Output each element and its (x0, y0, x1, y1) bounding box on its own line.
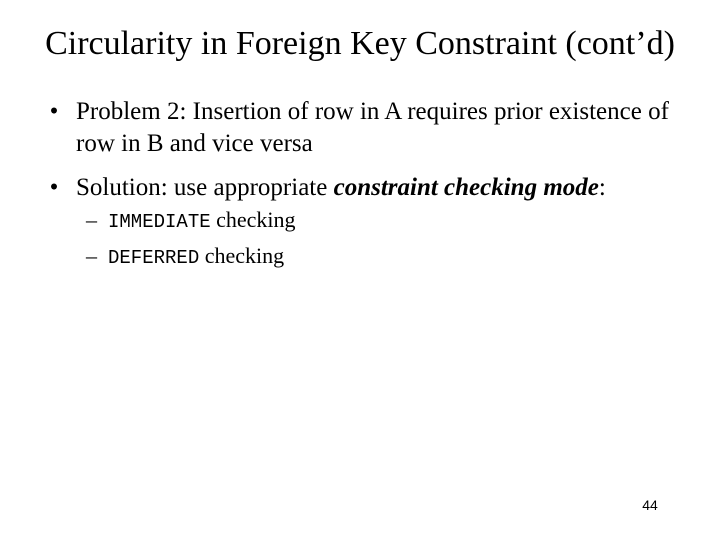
sub-item-text: checking (210, 207, 296, 232)
slide-title: Circularity in Foreign Key Constraint (cont’d) (45, 25, 675, 62)
bullet-text: Problem 2: Insertion of row in A requires prior existence of row in B and vice versa (76, 98, 669, 157)
bullet-marker: • (49, 174, 59, 201)
code-keyword: IMMEDIATE (108, 211, 211, 233)
code-keyword: DEFERRED (108, 247, 200, 269)
bullet-problem-2 (40, 96, 700, 160)
bullet-text-end: : (598, 174, 606, 201)
sub-item-immediate (86, 206, 686, 236)
sub-bullet-marker: – (86, 207, 97, 232)
bullet-marker: • (49, 98, 59, 125)
bullet-text (76, 172, 700, 204)
page-number: 44 (642, 497, 658, 513)
bullet-text-start: Solution: use appropriate (76, 174, 334, 201)
bullet-solution (40, 172, 700, 204)
sub-bullet-marker: – (86, 243, 97, 268)
sub-item-deferred (86, 242, 686, 272)
emphasized-term: constraint checking mode (333, 174, 599, 201)
sub-item-text: checking (199, 243, 285, 268)
